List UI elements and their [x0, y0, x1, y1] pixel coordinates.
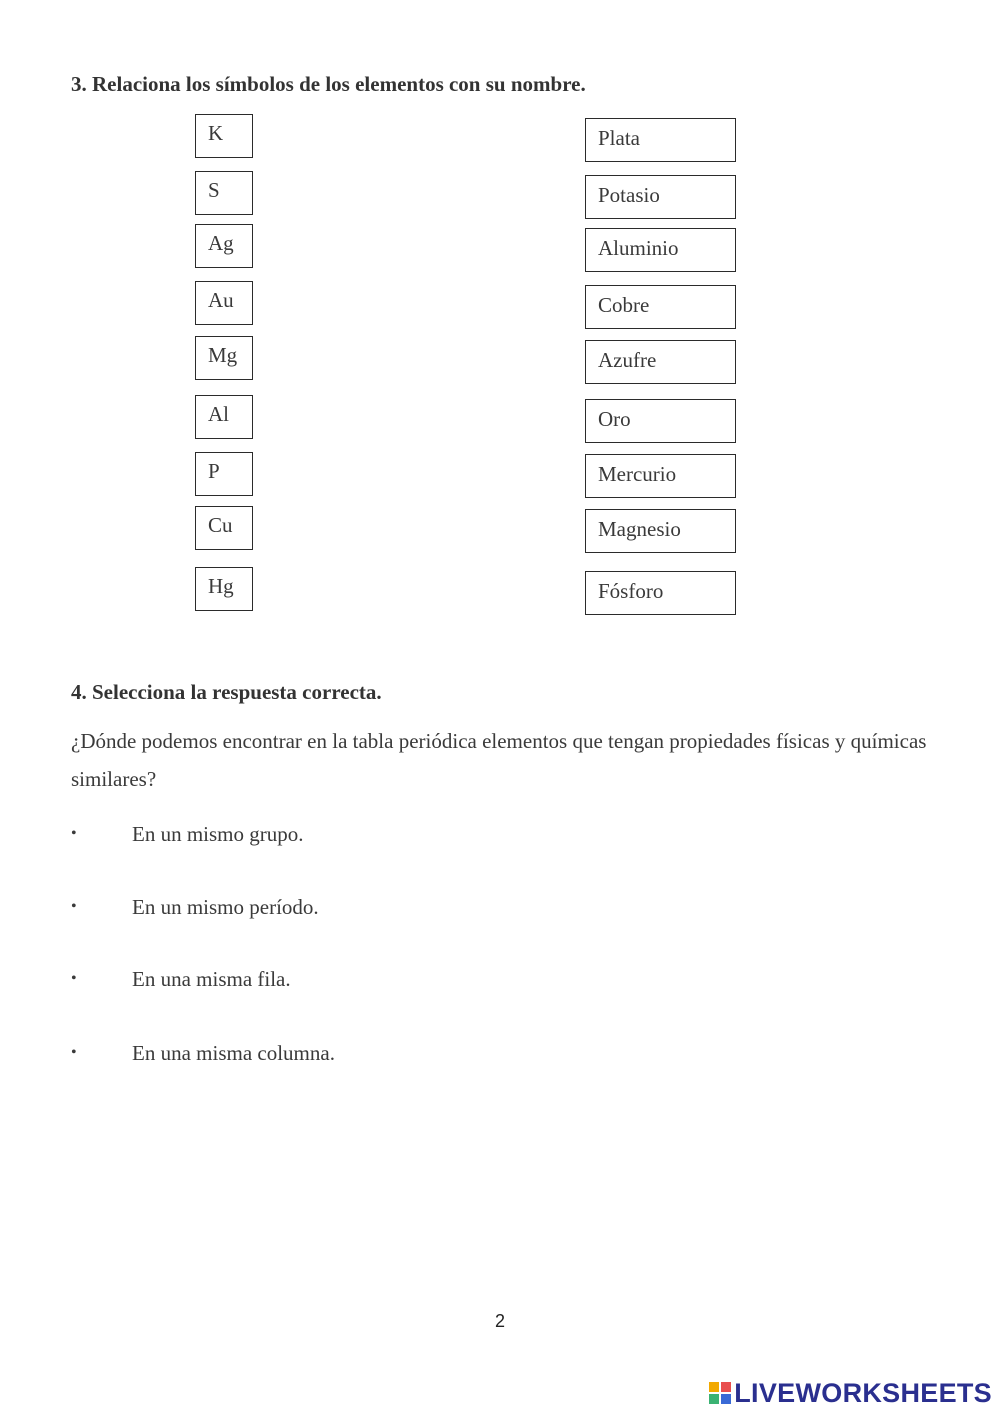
brand-watermark [709, 1376, 992, 1410]
symbol-box[interactable] [195, 224, 253, 268]
symbol-box[interactable] [195, 281, 253, 325]
element-name-box[interactable] [585, 228, 736, 272]
answer-option-label: En una misma columna. [132, 1041, 335, 1065]
symbol-box[interactable] [195, 114, 253, 158]
symbol-label: Cu [208, 513, 233, 537]
symbol-label: S [208, 178, 220, 202]
symbol-box[interactable] [195, 395, 253, 439]
element-name-label: Potasio [598, 183, 660, 207]
bullet-icon: • [71, 970, 77, 987]
element-name-box[interactable] [585, 571, 736, 615]
answer-option-label: En un mismo grupo. [132, 822, 304, 846]
element-name-label: Oro [598, 407, 631, 431]
bullet-icon: • [71, 898, 77, 915]
symbol-label: Mg [208, 343, 238, 367]
liveworksheets-logo-icon [709, 1382, 731, 1404]
symbol-label: P [208, 459, 220, 483]
element-name-label: Cobre [598, 293, 650, 317]
symbol-label: Au [208, 288, 234, 312]
symbol-box[interactable] [195, 336, 253, 380]
exercise-3-title: 3. Relaciona los símbolos de los elementos con su nombre. [71, 72, 586, 96]
element-name-label: Azufre [598, 348, 657, 372]
element-name-box[interactable] [585, 399, 736, 443]
exercise-4-title: 4. Selecciona la respuesta correcta. [71, 680, 382, 704]
question-text: ¿Dónde podemos encontrar en la tabla periódica elementos que tengan propiedades físicas y químicas similares? [71, 729, 927, 791]
bullet-icon: • [71, 1044, 77, 1061]
symbol-label: K [208, 121, 224, 145]
brand-name: LIVEWORKSHEETS [734, 1377, 992, 1408]
symbol-box[interactable] [195, 567, 253, 611]
element-name-label: Magnesio [598, 517, 681, 541]
symbol-box[interactable] [195, 171, 253, 215]
answer-option-label: En una misma fila. [132, 967, 291, 991]
element-name-box[interactable] [585, 454, 736, 498]
bullet-icon: • [71, 825, 77, 842]
answer-option-label: En un mismo período. [132, 895, 319, 919]
element-name-box[interactable] [585, 285, 736, 329]
element-name-label: Mercurio [598, 462, 677, 486]
symbol-label: Hg [208, 574, 234, 598]
symbol-label: Ag [208, 231, 234, 255]
element-name-label: Aluminio [598, 236, 679, 260]
element-name-label: Plata [598, 126, 640, 150]
symbol-label: Al [208, 402, 229, 426]
element-name-box[interactable] [585, 118, 736, 162]
symbol-box[interactable] [195, 506, 253, 550]
element-name-box[interactable] [585, 509, 736, 553]
symbol-box[interactable] [195, 452, 253, 496]
element-name-label: Fósforo [598, 579, 664, 603]
page-number: 2 [494, 1311, 505, 1331]
element-name-box[interactable] [585, 175, 736, 219]
element-name-box[interactable] [585, 340, 736, 384]
